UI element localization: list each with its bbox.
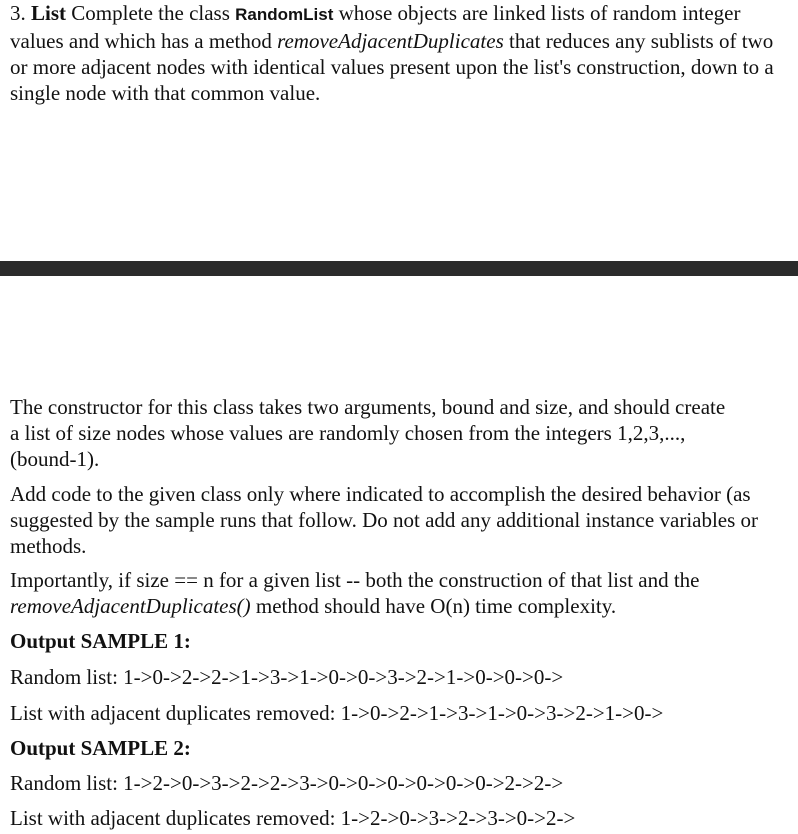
sample-1-dedup-list: List with adjacent duplicates removed: 1->0->2->1->3->1->0->3->2->1->0-> [10,701,664,725]
question-text-a: Complete the class [71,1,230,25]
question-keyword: List [31,1,67,25]
question-prompt [10,0,792,106]
question-text-b: whose objects are linked lists of random integer values and which has a method [10,1,741,53]
instructions-paragraph: Add code to the given class only where indicated to accomplish the desired behavior (as suggested by the sample runs that follow. Do not add any additional instance variables or methods. [10,482,759,558]
complexity-text-a: Importantly, if size == n for a given list -- both the construction of that list and the [10,568,700,592]
sample-2-dedup-list: List with adjacent duplicates removed: 1->2->0->3->2->3->0->2-> [10,806,576,830]
sample-2-random-list: Random list: 1->2->0->3->2->2->3->0->0->0->0->0->0->2->2-> [10,771,564,795]
sample-1-heading: Output SAMPLE 1: [10,629,191,653]
complexity-text-b: method should have O(n) time complexity. [255,594,617,618]
question-text-c: that reduces any sublists of two or more adjacent nodes with identical values present upon the list's construction, down to a single node with that common value. [10,29,774,105]
constructor-paragraph: The constructor for this class takes two arguments, bound and size, and should create a list of size nodes whose values are randomly chosen from the integers 1,2,3,...,(bound-1). [10,395,726,471]
sample-1-random-list: Random list: 1->0->2->2->1->3->1->0->0->3->2->1->0->0->0-> [10,665,564,689]
section-divider [0,261,798,276]
complexity-paragraph [10,567,738,619]
complexity-method: removeAdjacentDuplicates() [10,594,251,618]
question-number: 3. [10,1,26,25]
class-name: RandomList [235,5,334,24]
sample-2-heading: Output SAMPLE 2: [10,736,191,760]
method-name: removeAdjacentDuplicates [277,29,504,53]
